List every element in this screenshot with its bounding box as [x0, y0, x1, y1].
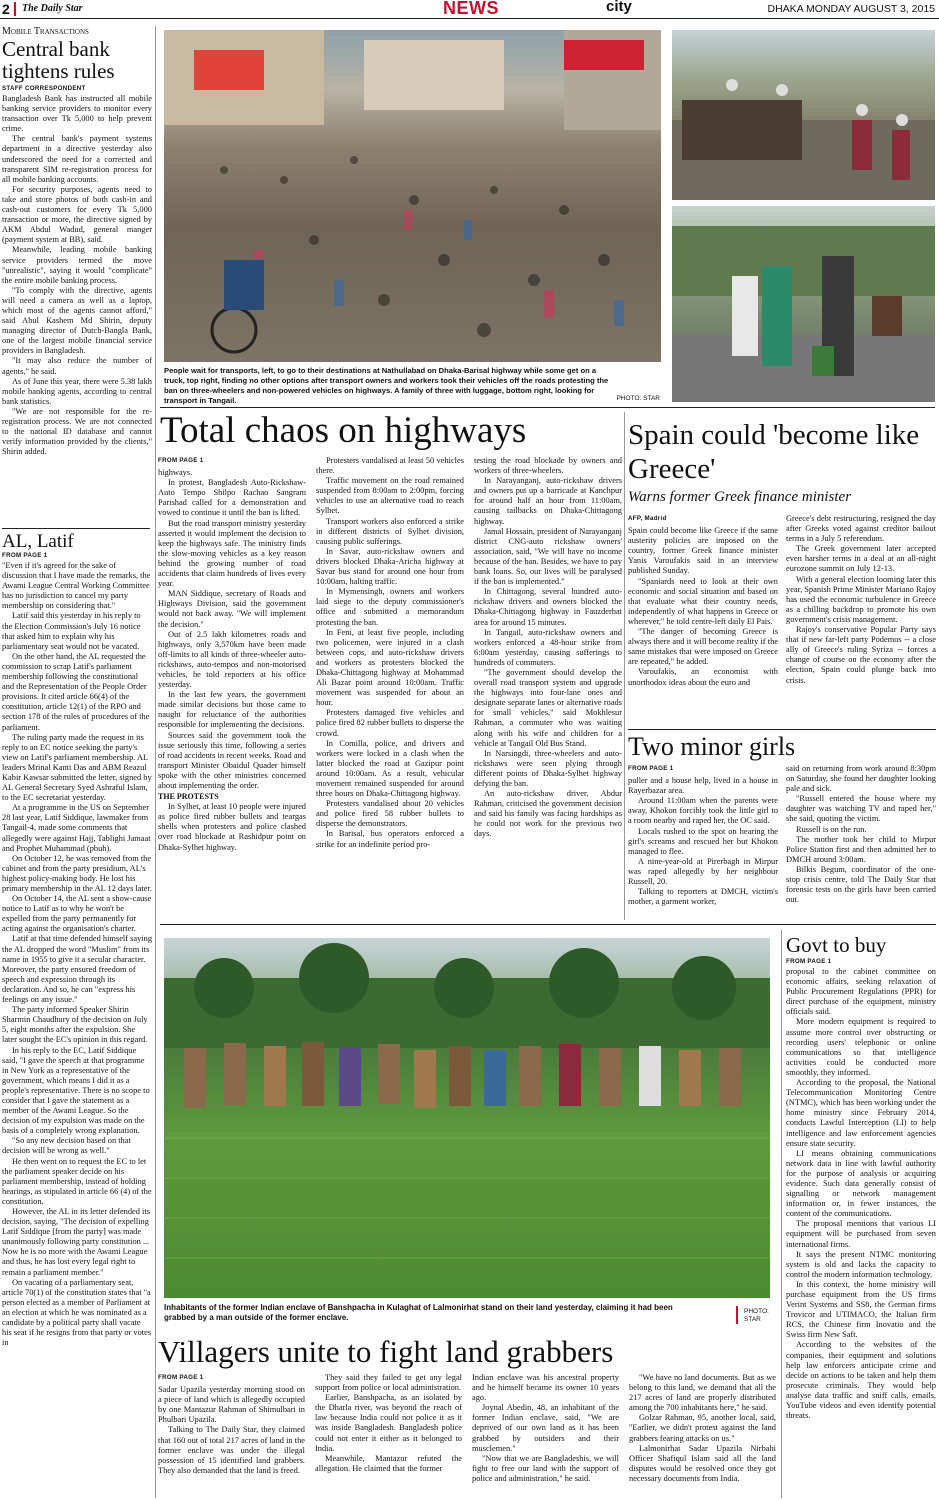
divider	[2, 528, 150, 529]
paragraph: "It may also reduce the number of agents," he said.	[2, 356, 152, 376]
header-rule	[0, 18, 939, 19]
villagers-story	[158, 1373, 778, 1500]
paragraph: "Spaniards need to look at their own economic and social situation and based on that evaluate what their country needs, independently of what happens in Greece or wherever," he told centre-left daily El Pais.	[628, 576, 778, 626]
article-body	[2, 94, 152, 457]
section-label: NEWS	[443, 0, 499, 18]
paragraph: In Comilla, police, and drivers and workers were locked in a clash when the latter blocked the road at Gazipur point around 10:00am. As a result, vehicular movement remained suspended for around three hours on Dhaka-Chittagong highway.	[316, 738, 464, 799]
paragraph: Indian enclave was his ancestral property and he himself became its owner 10 years ago.	[472, 1373, 619, 1403]
paragraph: Bilkis Begum, coordinator of the one-stop crisis centre, told The Daily Star that forensic tests on the girls have been carried out.	[786, 864, 936, 905]
photo-credit: PHOTO: STAR	[744, 1308, 769, 1323]
paragraph: In his reply to the EC, Latif Siddique said, "I gave the speech at that programme in New York as a representative of the government, which means I did it as a people's representative. There is no scope to consider that I gave the statement as a member of the Awami League. So the decision of my expulsion was made on the basis of a completely wrong explanation.	[2, 1045, 150, 1136]
paragraph: Protesters vandalised about 20 vehicles and police fired 58 rubber bullets to disperse the demonstrators.	[316, 799, 464, 829]
column-rule	[781, 930, 782, 1498]
from-page: FROM PAGE 1	[158, 457, 204, 464]
crowd-scene	[164, 30, 661, 362]
headline: Central bank tightens rules	[2, 37, 115, 83]
chaos-col-1	[158, 456, 306, 916]
paragraph: With a general election looming later this year, Spanish Prime Minister Mariano Rajoy has used the economic turbulence in Greece as a chilling backdrop to promote his own government's crisis management.	[786, 574, 936, 624]
headline: Spain could 'become like Greece'	[628, 419, 920, 485]
paragraph: In Mymensingh, owners and workers laid siege to the deputy commissioner's office and submitted a memorandum protesting the ban.	[316, 587, 464, 627]
from-page: FROM PAGE 1	[158, 1374, 204, 1381]
photo-credit: PHOTO: STAR	[616, 395, 660, 402]
photo-family-luggage	[672, 206, 935, 402]
paragraph: He then went on to request the EC to let the parliament speaker decide on his parliament membership, instead of holding hearings, as stipulated in article 66 (4) of the constitution.	[2, 1156, 152, 1206]
page-number: 2	[2, 1, 10, 17]
paragraph: On the other hand, the AL requested the commission to scrap Latif's parliament membership following the constitutional and the Representation of the People Order provisions. It cited article 66(4) of the constitution, article 12(1) of the RPO and section 178 of the rules of procedures of the parliament.	[2, 651, 150, 732]
page-header	[0, 0, 939, 20]
headline: Govt to buy	[786, 933, 887, 957]
paragraph: In protest, Bangladesh Auto-Rickshaw-Auto Tempo Shilpo Rachao Sangram Parishad called for a demonstration and vowed to continue it until the ban is lifted.	[158, 478, 306, 518]
paragraph: Latif said this yesterday in his reply to the Election Commission's July 16 notice that asked him to explain why his parliamentary seat would not be vacated.	[2, 611, 141, 651]
paragraph: On October 14, the AL sent a show-cause notice to Latif as to why he won't be expelled from the party permanently for acting against the organisation's charter.	[2, 894, 152, 934]
chaos-story	[158, 456, 622, 916]
subsection-label: city	[606, 0, 632, 15]
photo-truck-loading	[672, 30, 935, 200]
latif-story	[2, 531, 152, 1498]
paragraph: In Feni, at least five people, including two policemen, were injured in a clash between cops, and auto-rickshaw drivers and workers as protesters blocked the Dhaka-Chittagong highway at Mohammad Ali Bazar point around 10:00am. Traffic movement was suspended for about an hour.	[316, 627, 464, 708]
dateline: DHAKA MONDAY AUGUST 3, 2015	[767, 3, 935, 15]
paragraph: Protesters vandalised at least 50 vehicles there.	[316, 456, 464, 476]
field-photo-caption	[164, 1303, 770, 1329]
paragraph: puller and a house help, lived in a house in Rayerbazar area.	[628, 776, 778, 796]
paragraph: In Sylhet, at least 10 people were injured as police fired rubber bullets and teargas shells when protesters and police clashed over road blockade at Rashidpur point on Dhaka-Sylhet highway.	[158, 802, 306, 852]
chaos-col-2	[316, 456, 464, 916]
villagers-col-1	[158, 1373, 305, 1500]
byline: STAFF CORRESPONDENT	[2, 85, 86, 92]
villagers-col-3	[472, 1373, 619, 1500]
paragraph: Rajoy's conservative Popular Party says that if new far-left party Podemos -- a close ally of Greece's ruling Syriza -- forces a change of course on the economy after the election, Spain could plunge back into crisis.	[786, 625, 936, 685]
from-page: FROM PAGE 1	[2, 552, 48, 559]
govt-story	[786, 932, 936, 1498]
masthead-logo: The Daily Star	[22, 3, 83, 14]
villagers-col-2	[315, 1373, 462, 1500]
paragraph: The party informed Speaker Shirin Sharmin Chaudhury of the decision on July 5, eight months after the expulsion. She later sought the EC's opinion in this regard.	[2, 1005, 148, 1045]
spain-story	[628, 418, 936, 728]
paragraph: An auto-rickshaw driver, Abdur Rahman, criticised the government decision and said his family was facing hardships as he could not work for the previous two days.	[474, 789, 622, 839]
paragraph: Locals rushed to the spot on hearing the girl's screams and rescued her but Khokon managed to flee.	[628, 826, 778, 856]
paragraph: They said they failed to get any legal support from police or local administration.	[315, 1373, 462, 1393]
divider	[160, 924, 936, 925]
paragraph: Meanwhile, Mantazur refuted the allegation. He claimed that the former	[315, 1453, 462, 1473]
paragraph: In this context, the home ministry will purchase equipment from the US firms Verint Systems and SS8, the German firms Trovicor and UTIMACO, the Italian firm RCS, the Chinese firm Inovatio and the Swiss firm New Saft.	[786, 1279, 936, 1340]
paragraph: "The danger of becoming Greece is always there and it will become reality if the same mistakes that were imposed on Greece are repeated," he added.	[628, 627, 778, 667]
paragraph: highways.	[158, 468, 193, 478]
chaos-headline: Total chaos on highways	[160, 410, 527, 451]
paragraph: said on returning from work around 8:30pm on Saturday, she found her daughter looking pale and sick.	[786, 764, 936, 794]
byline: AFP, Madrid	[628, 515, 667, 522]
villagers-col-4	[629, 1373, 776, 1500]
photo-crowd-highway	[164, 30, 661, 362]
paragraph: "We have no land documents. But as we belong to this land, we demand that all the 217 acres of land are properly distributed among the 700 inhabitants here," he said.	[629, 1373, 776, 1413]
article-body	[2, 561, 152, 1348]
paragraph: "To comply with the directive, agents will need a camera as well as a laptop, which most of the agents cannot afford," said Abul Kashem Md Shirin, deputy managing director of Dutch-Bangla Bank, one of the largest mobile financial service providers in Bangladesh.	[2, 285, 152, 356]
paragraph: Joynal Abedin, 48, an inhabitant of the former Indian enclave, said, "We are deprived of our own land as it has been grabbed by outsiders and their musclemen."	[472, 1403, 619, 1453]
paragraph: Talking to reporters at DMCH, victim's mother, a garment worker,	[628, 887, 778, 907]
paragraph: At a programme in the US on September 28 last year, Latif Siddique, lawmaker from Tangail-4, made some comments that allegedly were against Hajj, Tablighi Jamaat and Prophet Muhammad (pbuh).	[2, 803, 151, 853]
from-page: FROM PAGE 1	[628, 765, 674, 772]
paragraph: It says the present NTMC monitoring system is old and lacks the capacity to control the modern information technology.	[786, 1249, 936, 1279]
villagers-headline: Villagers unite to fight land grabbers	[158, 1334, 614, 1369]
caption-text: People wait for transports, left, to go to their destinations at Nathullabad on Dhaka-Barisal highway while some get on a truck, top right, finding no other options after transport owners and workers took their vehicles off the roads protesting the ban on three-wheelers and non-powered vehicles on highways. A family of three with luggage, bottom right, looking for transport in Tangail.	[164, 366, 609, 405]
paragraph: Latif at that time defended himself saying the AL dropped the word "Muslim" from its name in 1955 to give it a secular character. Moreover, the party ensured freedom of speech and expression through its declaration. And so, he can "express his feelings on any issue."	[2, 934, 152, 1005]
paragraph: In Chittagong, several hundred auto-rickshaw drivers and owners blocked the Dhaka-Chittagong highway in Fauzderhat area for around 15 minutes.	[474, 587, 622, 627]
spain-col-2	[786, 514, 936, 728]
paragraph: LI means obtaining communications network data in line with lawful authority for the purpose of analysis or acquiring evidence. Such data generally consist of signalling or network management information or, in fewer instances, the content of the communications.	[786, 1148, 936, 1219]
paragraph: In Barisal, bus operators enforced a strike for an indefinite period pro-	[316, 829, 464, 849]
photo-villagers-field	[164, 938, 770, 1298]
paragraph: Greece's debt restructuring, resigned the day after Greeks voted against creditor bailout terms in a July 5 referendum.	[786, 514, 936, 544]
paragraph: Around 11:00am when the parents were away, Khokon forcibly took the little girl to a room nearby and raped her, the OC said.	[628, 796, 778, 826]
field-scene	[164, 938, 770, 1298]
paragraph: Protesters damaged five vehicles and police fired 82 rubber bullets to disperse the crowd.	[316, 708, 464, 738]
paragraph: Out of 2.5 lakh kilometres roads and highways, only 3,570km have been made off-limits to all kinds of three-wheeler auto-rickshaws, auto-tempos and non-motorised vehicles, he told reporters at his office yesterday.	[158, 629, 306, 690]
paragraph: Traffic movement on the road remained suspended from 8:00am to 2:00pm, forcing vehicles to use an alternative road to reach Sylhet.	[316, 476, 464, 516]
spain-col-1	[628, 514, 778, 728]
paragraph: Golzar Rahman, 95, another local, said, "Earlier, we didn't protest against the land grabbers fearing attacks on us."	[629, 1413, 776, 1443]
paragraph: Spain could become like Greece if the same austerity policies are imposed on the country, former Greek finance minister Yanis Varoufakis said in an interview published Sunday.	[628, 526, 778, 576]
divider	[628, 729, 936, 730]
girls-col-1	[628, 764, 778, 918]
paragraph: According to the proposal, the National Telecommunication Monitoring Centre (NTMC), which has been working under the home ministry since February 2014, conducts Lawful Interception (LI) to help intelligence and law enforcement agencies ensure state security.	[786, 1078, 936, 1148]
chaos-col-3	[474, 456, 622, 916]
kicker: Mobile Transactions	[2, 26, 89, 37]
paragraph: In Tangail, auto-rickshaw owners and workers enforced a 48-hour strike from 6:00am yesterday, causing sufferings to hundreds of commuters.	[474, 627, 622, 667]
top-photo-caption	[164, 366, 664, 406]
page-number-rule	[14, 2, 16, 16]
girls-col-2	[786, 764, 936, 918]
deck: Warns former Greek finance minister	[628, 489, 852, 505]
paragraph: "So any new decision based on that decision will be wrong as well."	[2, 1136, 131, 1156]
paragraph: But the road transport ministry yesterday asserted it would implement the decision to keep the highways safe. The ministry finds the slow-moving vehicles as a key reason behind the growing number of road accidents that claim hundreds of lives every year.	[158, 518, 306, 589]
paragraph: Earlier, Banshpacha, as an isolated by the Dharla river, was beyond the reach of law because India could not police it as it was inside Bangladesh. Bangladesh police could not enter it either as it belonged to India.	[315, 1393, 462, 1453]
paragraph: On vacating of a parliamentary seat, article 70(1) of the constitution states that "a person elected as a member of Parliament at an election at which he was nominated as a candidate by a political party shall vacate his seat if he resigns from that party or votes in	[2, 1277, 152, 1348]
paragraph: Transport workers also enforced a strike in different districts of Sylhet division, causing public sufferings.	[316, 516, 464, 546]
paragraph: However, the AL in its letter defended its decision, saying, "The decision of expelling Latif Siddique [from the party] was made unanimously following party constitution ... Now he is no more with the Awami League and thus, he has lost every legal right to remain a parliament member."	[2, 1207, 150, 1277]
from-page: FROM PAGE 1	[786, 958, 832, 965]
paragraph: Varoufakis, an economist with unorthodox ideas about the euro and	[628, 667, 778, 687]
headline: Two minor girls	[628, 732, 796, 761]
paragraph: MAN Siddique, secretary of Roads and Highways Division, said the government would not back away. "We will implement the decision."	[158, 589, 306, 629]
paragraph: Sadar Upazila yesterday morning stood on a piece of land which is allegedly occupied by one Mantazur Rahman of Shimulbari in Phulbari Upazila.	[158, 1385, 305, 1425]
column-rule	[624, 412, 625, 920]
paragraph: More modern equipment is required to assume more control over obstructing or recording users' telephonic or online communications so that intelligence activities could be conducted more smoothly, they informed.	[786, 1017, 936, 1077]
paragraph: The central bank's payment systems department in a directive yesterday also underscored the need for a corrected and transparent SIM re-registration process for all mobile banking accounts.	[2, 134, 152, 184]
subhead: THE PROTESTS	[158, 792, 219, 802]
paragraph: Russell is on the run.	[796, 824, 867, 834]
paragraph: As of June this year, there were 5.38 lakh mobile banking agents, according to central bank statistics.	[2, 376, 152, 406]
paragraph: According to the websites of the companies, their equipment and solutions help law enforcers anticipate crime and decide on actions to be taken and help them prosecute criminals. They would help analyse data traffic and sniff calls, emails, YouTube videos and even identify potential threats.	[786, 1340, 936, 1421]
paragraph: testing the road blockade by owners and workers of three-wheelers.	[474, 456, 622, 476]
paragraph: The proposal mentions that various LI equipment will be purchased from seven international firms.	[786, 1219, 936, 1249]
paragraph: "Even if it's agreed for the sake of discussion that I have made the remarks, the Awami League Central Working Committee has no jurisdiction to cancel my party membership on considering that."	[2, 561, 151, 611]
divider	[160, 407, 935, 408]
girls-story	[628, 732, 936, 918]
paragraph: On October 12, he was removed from the cabinet and from the party presidium, AL's highest policy-making body. He lost his primary membership in the AL 12 days later.	[2, 853, 152, 893]
paragraph: The Greek government later accepted even harsher terms in a deal at an all-night eurozone summit on July 12-13.	[786, 544, 936, 574]
paragraph: proposal to the cabinet committee on economic affairs, seeking relaxation of Public Procurement Regulations (PPR) for direct purchase of the equipment, ministry officials said.	[786, 967, 936, 1017]
paragraph: "We are not responsible for the re-registration process. We are not connected to the national ID database and cannot verify information provided by the clients," Shirin added.	[2, 406, 152, 457]
paragraph: For security purposes, agents need to take and store photos of both cash-in and cash-out customers for every Tk 5,000 transaction or more, the directive signed by AKM Abdul Wadud, general manger (payment system at BB), said.	[2, 184, 152, 245]
paragraph: In Savar, auto-rickshaw owners and drivers blocked Dhaka-Aricha highway at Savar bus stand for around one hour from 10:00am, halting traffic.	[316, 546, 464, 587]
mobile-banking-story	[2, 26, 152, 526]
truck-scene	[672, 30, 935, 200]
paragraph: Meanwhile, leading mobile banking service providers termed the move "unrealistic", saying it would "complicate" the entire mobile banking process.	[2, 245, 152, 285]
paragraph: Lalmonirhat Sadar Upazila Nirbahi Officer Shafiqul Islam said all the land disputes would be resolved once they got necessary documents from India.	[629, 1443, 776, 1483]
column-rule	[155, 26, 156, 1498]
paragraph: In Narsingdi, three-wheelers and auto-rickshaws were seen plying through different points of Dhaka-Sylhet highway defying the ban.	[474, 748, 622, 788]
paragraph: The mother took her child to Mirpur Police Station first and then admitted her to DMCH around 3:00am.	[786, 834, 936, 864]
paragraph: Talking to The Daily Star, they claimed that 160 out of total 217 acres of land in the former enclave was under the illegal possession of 15 identified land grabbers. They also demanded that the land is freed.	[158, 1425, 305, 1475]
caption-text: Inhabitants of the former Indian enclave of Banshpacha in Kulaghat of Lalmonirhat stand on their land yesterday, claiming it had been grabbed by a man outside of the former enclave.	[164, 1303, 673, 1322]
paragraph: Sources said the government took the issue seriously this time, following a series of road accidents in recent weeks. Road and transport Minister Obaidul Quader himself spoke with the other ministries concerned about implementing the order.	[158, 730, 306, 790]
paragraph: "The government should develop the overall road transport system and upgrade the highways into four-lane ones and designate separate lanes or alternative roads for small vehicles," said Mokhlesur Rahman, a commuter who was waiting along with his wife and children for a vehicle at Tangail Old Bus Stand.	[474, 667, 622, 748]
credit-marker	[736, 1306, 738, 1324]
paragraph: Bangladesh Bank has instructed all mobile banking service providers to monitor every transaction over Tk 5,000 to help prevent crime.	[2, 94, 152, 134]
paragraph: In the last few years, the government made similar decisions but those came to naught for reluctance of the authorities responsible for implementing the decisions.	[158, 690, 306, 730]
paragraph: "Russell entered the house where my daughter was watching TV and raped her," she said, quoting the victim.	[786, 794, 936, 824]
article-body	[786, 967, 936, 1421]
paragraph: The ruling party made the request in its reply to an EC notice seeking the party's view on Latif's parliament membership. AL leaders Mrinal Kanti Das and ABM Reazul Kabir Kawsar submitted the letter, signed by AL General Secretary Syed Ashraful Islam, to the EC secretariat yesterday.	[2, 732, 152, 803]
paragraph: In Narayanganj, auto-rickshaw drivers and owners put up a barricade at Kanchpur for around half an hour from 11:00am, causing tailbacks on Dhaka-Chittagong highway.	[474, 476, 622, 526]
paragraph: Jamal Hossain, president of Narayanganj district CNG-auto rickshaw owners' association, said, "We will have no income because of the ban. Besides, we have to pay bank loans. So, our lives will be paralysed if the ban is implemented."	[474, 526, 622, 587]
paragraph: A nine-year-old at Pirerbagh in Mirpur was raped allegedly by her neighbour Russell, 20.	[628, 856, 778, 887]
paragraph: "Now that we are Bangladeshis, we will fight to free our land with the support of police and administration," he said.	[472, 1453, 619, 1483]
family-scene	[672, 206, 935, 402]
headline: AL, Latif	[2, 531, 74, 552]
